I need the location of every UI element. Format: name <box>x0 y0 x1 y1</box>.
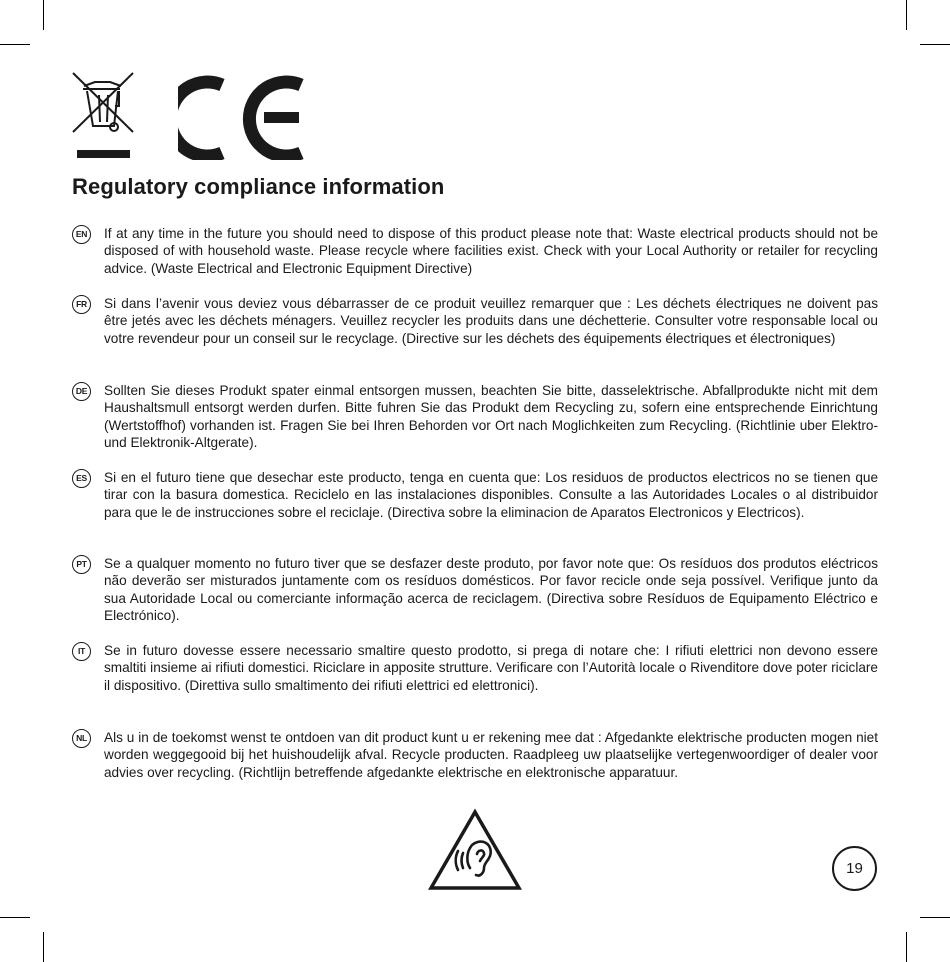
lang-section-en <box>72 225 878 277</box>
lang-section-pt <box>72 555 878 624</box>
lang-text: Als u in de toekomst wenst te ontdoen van dit product kunt u er rekening mee dat : Afgedankte elektrische producten mogen niet worden weggegooid bij het huishoudelijk afval. Recycle producten. Raadpleeg uw plaatselijke vertegenwoordiger of dealer voor advies over recycling. (Richtlijn betreffende afgedankte elektrische en elektronische apparatuur. <box>104 730 878 780</box>
lang-badge: IT <box>72 642 91 661</box>
lang-section-nl <box>72 729 878 781</box>
crop-mark <box>920 44 950 45</box>
lang-badge: ES <box>72 469 91 488</box>
lang-badge: PT <box>72 555 91 574</box>
lang-text: If at any time in the future you should need to dispose of this product please note that: Waste electrical products should not be disposed of with household waste. Please recycle where facilities exist. Check with your Local Authority or retailer for recycling advice. (Waste Electrical and Electronic Equipment Directive) <box>104 226 878 276</box>
crop-mark <box>0 44 30 45</box>
lang-text: Se a qualquer momento no futuro tiver que se desfazer deste produto, por favor note que: Os resíduos dos produtos eléctricos não deverão ser misturados juntamente com os resíduos domésticos. Por favor recicle onde seja possível. Verifique junto da sua Autoridade Local ou comerciante informação acerca de reciclagem. (Directiva sobre Resíduos de Equipamento Eléctrico e Electrónico). <box>104 556 878 623</box>
lang-text: Si dans l’avenir vous deviez vous débarrasser de ce produit veuillez remarquer que : Les déchets électriques ne doivent pas être jetés avec les déchets ménagers. Veuillez recycler les produits dans une déchetterie. Consulter votre responsable local ou votre revendeur pour un conseil sur le recyclage. (Directive sur les déchets des équipements électriques et électroniques) <box>104 296 878 346</box>
lang-section-de <box>72 382 878 451</box>
page-title: Regulatory compliance information <box>72 174 445 199</box>
lang-section-fr <box>72 295 878 347</box>
crop-mark <box>43 932 44 962</box>
ce-mark-icon <box>178 70 308 160</box>
hearing-warning-icon <box>428 808 522 891</box>
page-number: 19 <box>832 846 877 891</box>
crop-mark <box>906 0 907 30</box>
crop-mark <box>906 932 907 962</box>
crop-mark <box>920 917 950 918</box>
lang-text: Si en el futuro tiene que desechar este producto, tenga en cuenta que: Los residuos de productos electricos no se tienen que tirar con la basura domestica. Reciclelo en las instalaciones disponibles. Consulte a las Autoridades Locales o al distribuidor para que le de instrucciones sobre el reciclaje. (Directiva sobre la eliminacion de Aparatos Electronicos y Electricos). <box>104 470 878 520</box>
crop-mark <box>43 0 44 30</box>
weee-crossed-bin-icon <box>70 70 136 160</box>
lang-section-it <box>72 642 878 694</box>
crop-mark <box>0 917 30 918</box>
lang-badge: FR <box>72 295 91 314</box>
lang-badge: NL <box>72 729 91 748</box>
lang-badge: DE <box>72 382 91 401</box>
lang-text: Sollten Sie dieses Produkt spater einmal entsorgen mussen, beachten Sie bitte, dasselektrische. Abfallprodukte nicht mit dem Haushaltsmull entsorgt werden durfen. Bitte fuhren Sie das Produkt dem Recycling zu, sofern eine entsprechende Einrichtung (Wertstoffhof) vorhanden ist. Fragen Sie bei Ihren Behorden vor Ort nach Moglichkeiten zum Recycling. (Richtlinie uber Elektro- und Elektronik-Altgerate). <box>104 383 878 450</box>
lang-badge: EN <box>72 225 91 244</box>
lang-text: Se in futuro dovesse essere necessario smaltire questo prodotto, si prega di notare che: I rifiuti elettrici non devono essere smaltiti insieme ai rifiuti domestici. Riciclare in apposite strutture. Verificare con l’Autorità locale o Rivenditore dove poter riciclare il dispositivo. (Direttiva sullo smaltimento dei rifiuti elettrici ed elettronici). <box>104 643 878 693</box>
lang-section-es <box>72 469 878 521</box>
